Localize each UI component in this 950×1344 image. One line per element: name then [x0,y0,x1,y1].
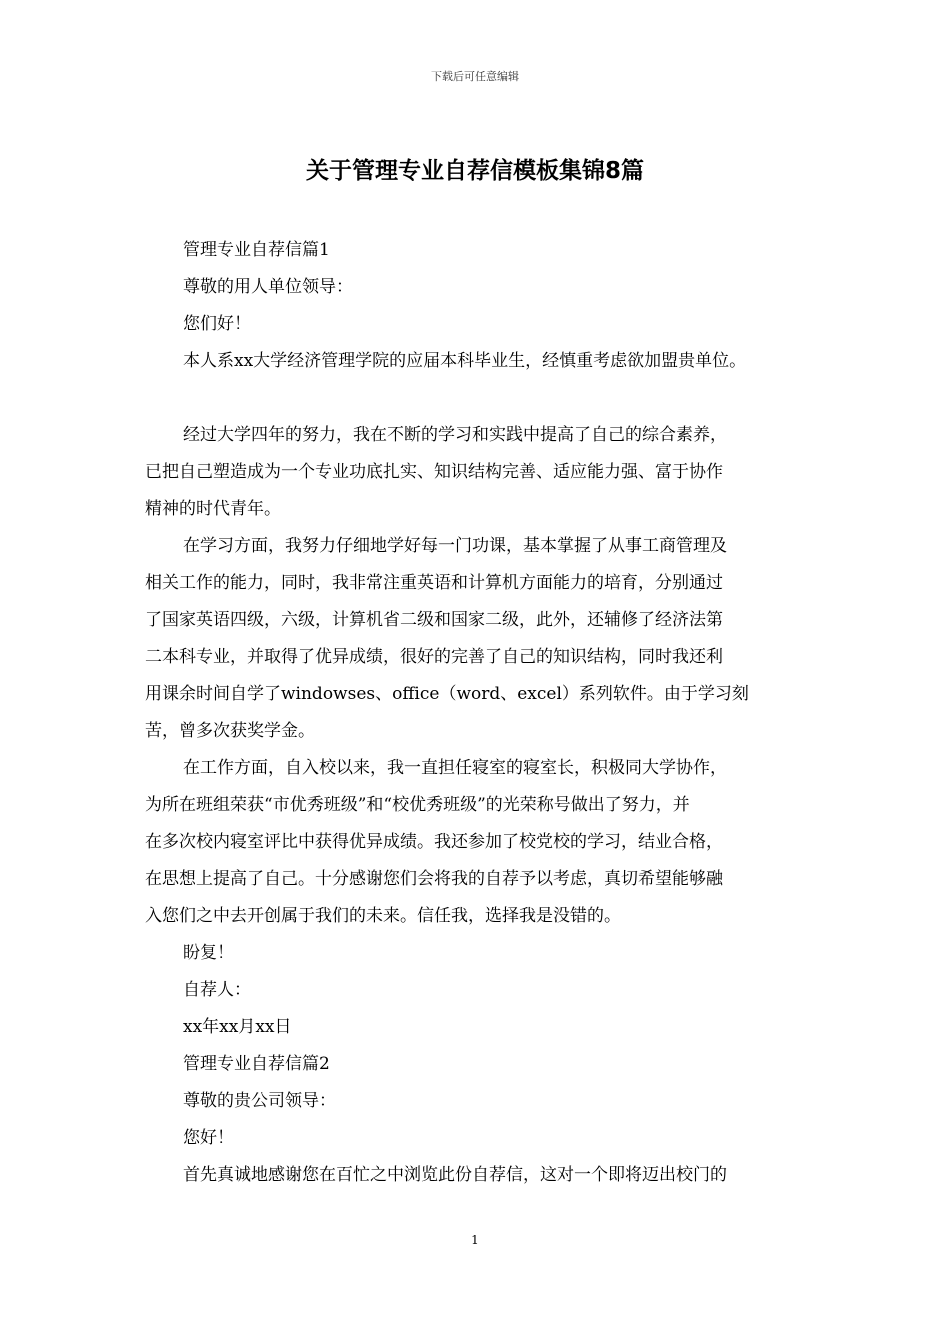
closing-line: 盼复！ [183,943,234,963]
signature-label: 自荐人： [183,980,251,1000]
greeting-2: 您好！ [183,1128,234,1148]
body-line: 经过大学四年的努力，我在不断的学习和实践中提高了自己的综合素养， [183,425,727,445]
body-line: 在工作方面，自入校以来，我一直担任寝室的寝室长，积极同大学协作， [183,758,727,778]
body-line: 首先真诚地感谢您在百忙之中浏览此份自荐信，这对一个即将迈出校门的 [183,1165,727,1185]
salutation-2: 尊敬的贵公司领导： [183,1091,336,1111]
section-heading-1: 管理专业自荐信篇1 [183,240,330,260]
document-body [145,232,810,1194]
body-line: 相关工作的能力，同时，我非常注重英语和计算机方面能力的培育，分别通过 [145,573,723,593]
paragraph-spacer [145,380,810,417]
body-line: 已把自己塑造成为一个专业功底扎实、知识结构完善、适应能力强、富于协作 [145,462,723,482]
body-line: 精神的时代青年。 [145,499,281,519]
body-line: 在学习方面，我努力仔细地学好每一门功课，基本掌握了从事工商管理及 [183,536,727,556]
section-heading-2: 管理专业自荐信篇2 [183,1054,330,1074]
date-line: xx年xx月xx日 [183,1017,292,1037]
page-header: 下载后可任意编辑 [431,70,519,83]
body-line: 在思想上提高了自己。十分感谢您们会将我的自荐予以考虑，真切希望能够融 [145,869,723,889]
greeting-1: 您们好！ [183,314,251,334]
body-line: 二本科专业，并取得了优异成绩，很好的完善了自己的知识结构，同时我还利 [145,647,723,667]
body-line: 在多次校内寝室评比中获得优异成绩。我还参加了校党校的学习，结业合格， [145,832,723,852]
body-line: 了国家英语四级，六级，计算机省二级和国家二级，此外，还辅修了经济法第 [145,610,723,630]
intro-paragraph: 本人系xx大学经济管理学院的应届本科毕业生，经慎重考虑欲加盟贵单位。 [183,351,747,371]
document-title: 关于管理专业自荐信模板集锦8篇 [305,158,644,184]
salutation-1: 尊敬的用人单位领导： [183,277,353,297]
body-line: 入您们之中去开创属于我们的未来。信任我，选择我是没错的。 [145,906,621,926]
body-line: 为所在班组荣获“市优秀班级”和“校优秀班级”的光荣称号做出了努力，并 [145,795,690,815]
page-number: 1 [471,1233,479,1247]
body-line: 苦，曾多次获奖学金。 [145,721,315,741]
body-line: 用课余时间自学了windowses、office（word、excel）系列软件。由于学习刻 [145,684,749,704]
